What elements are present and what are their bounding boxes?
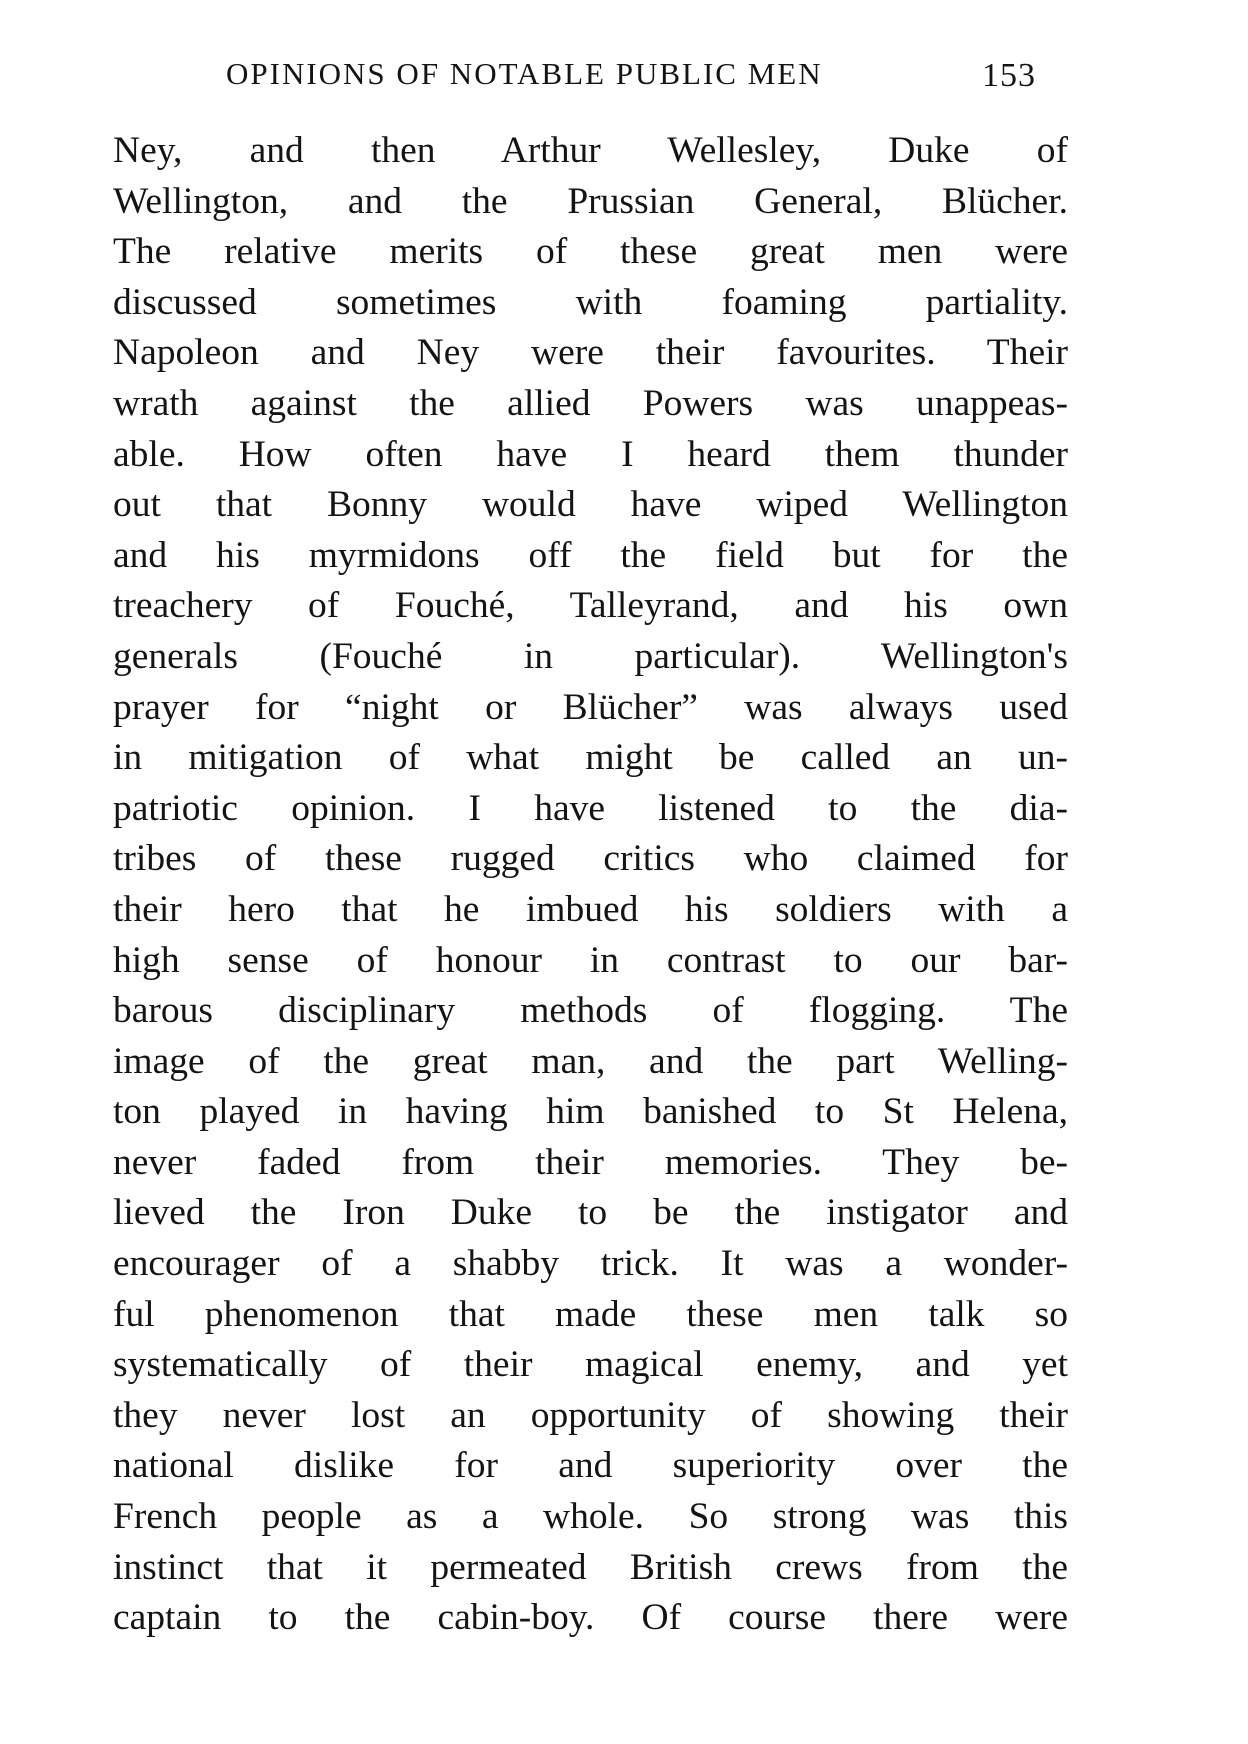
text-line: ton played in having him banished to St Helena, [113,1091,1068,1133]
text-line: barous disciplinary methods of flogging. The [113,990,1068,1032]
text-line: prayer for “night or Blücher” was always used [113,686,1068,728]
text-line: high sense of honour in contrast to our bar- [113,939,1068,981]
text-line: discussed sometimes with foaming partiality. [113,281,1068,323]
text-line: encourager of a shabby trick. It was a wonder- [113,1243,1068,1285]
text-line: ful phenomenon that made these men talk so [113,1293,1068,1335]
text-line: Napoleon and Ney were their favourites. Their [113,332,1068,374]
text-line: generals (Fouché in particular). Wellington's [113,635,1068,677]
body-text [113,126,1068,1644]
text-line: their hero that he imbued his soldiers with a [113,888,1068,930]
text-line: French people as a whole. So strong was this [113,1496,1068,1538]
running-title: OPINIONS OF NOTABLE PUBLIC MEN [226,56,823,91]
text-line: tribes of these rugged critics who claimed for [113,838,1068,880]
text-line: out that Bonny would have wiped Wellington [113,484,1068,526]
text-line: lieved the Iron Duke to be the instigator and [113,1192,1068,1234]
text-line: patriotic opinion. I have listened to the dia- [113,787,1068,829]
running-head [226,54,1046,94]
text-line: they never lost an opportunity of showing their [113,1394,1068,1436]
text-line: image of the great man, and the part Welling- [113,1040,1068,1082]
text-line: wrath against the allied Powers was unappeas- [113,382,1068,424]
text-line: in mitigation of what might be called an un- [113,737,1068,779]
text-line: never faded from their memories. They be- [113,1141,1068,1183]
text-line: and his myrmidons off the field but for the [113,534,1068,576]
text-line: treachery of Fouché, Talleyrand, and his own [113,585,1068,627]
text-line: able. How often have I heard them thunder [113,433,1068,475]
text-line: captain to the cabin-boy. Of course there were [113,1597,1068,1639]
text-line: instinct that it permeated British crews from the [113,1546,1068,1588]
text-line: Wellington, and the Prussian General, Blücher. [113,180,1068,222]
text-line: systematically of their magical enemy, and yet [113,1344,1068,1386]
text-line: The relative merits of these great men were [113,231,1068,273]
text-line: national dislike for and superiority over the [113,1445,1068,1487]
page-number: 153 [982,57,1036,94]
text-line: Ney, and then Arthur Wellesley, Duke of [113,130,1068,171]
